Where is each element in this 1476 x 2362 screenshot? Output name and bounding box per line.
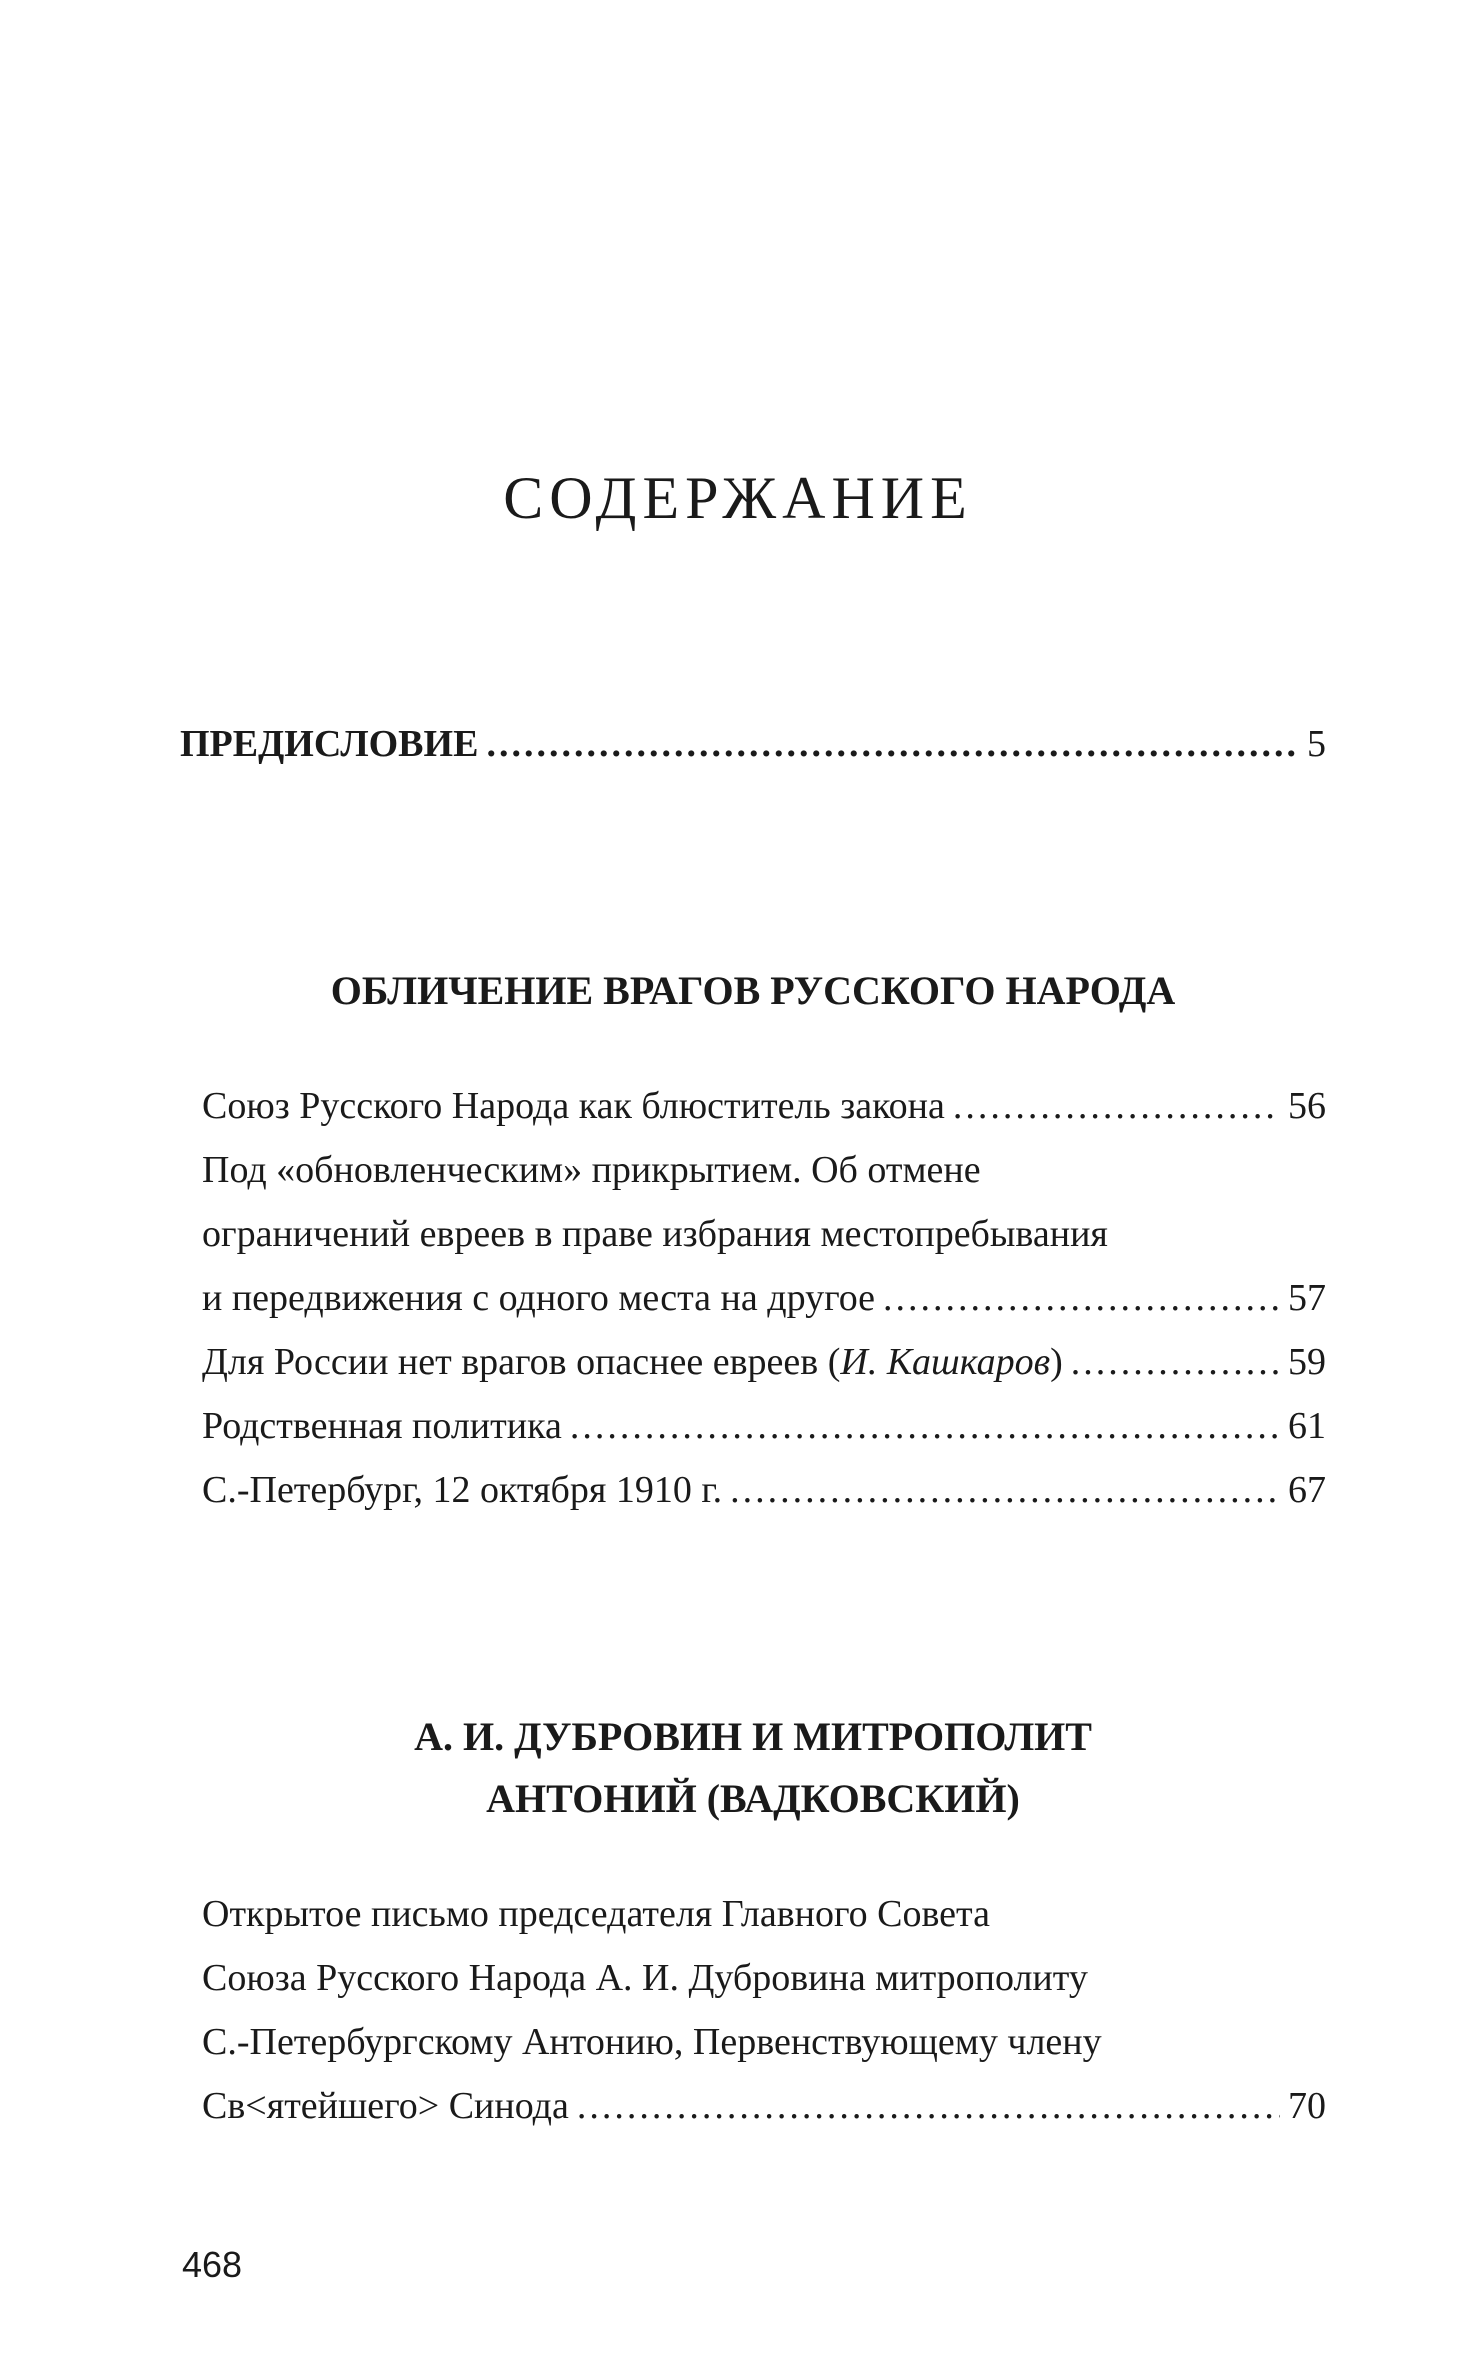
section-heading-line: АНТОНИЙ (ВАДКОВСКИЙ)	[486, 1776, 1020, 1821]
section1-entries	[202, 1074, 1326, 1522]
toc-entry-page: 57	[1288, 1277, 1326, 1319]
section-heading: ОБЛИЧЕНИЕ ВРАГОВ РУССКОГО НАРОДА	[330, 968, 1176, 1013]
toc-line	[202, 1138, 1326, 1202]
section-heading	[180, 1706, 1326, 1830]
toc-entry-title: С.-Петербургскому Антонию, Первенствующему члену	[202, 2021, 1102, 2063]
page-number: 468	[182, 2244, 243, 2285]
toc-line	[202, 1330, 1326, 1394]
toc-entry-text: Для России нет врагов опаснее евреев (	[202, 1341, 841, 1383]
toc-entry-title: Союза Русского Народа А. И. Дубровина митрополиту	[202, 1957, 1088, 1999]
page-title: СОДЕРЖАНИЕ	[503, 465, 973, 531]
toc-line	[202, 2010, 1326, 2074]
toc-line	[202, 1202, 1326, 1266]
dot-leader	[1071, 1330, 1280, 1394]
toc-line	[202, 1882, 1326, 1946]
dot-leader	[577, 2074, 1280, 2138]
toc-entry-author: И. Кашкаров	[840, 1341, 1051, 1383]
toc-entry-title: Под «обновленческим» прикрытием. Об отмене	[202, 1149, 981, 1191]
dot-leader	[486, 712, 1299, 776]
preface-entry	[180, 712, 1326, 776]
toc-entry-title: С.-Петербург, 12 октября 1910 г.	[202, 1469, 723, 1511]
toc-entry-title: Открытое письмо председателя Главного Совета	[202, 1893, 990, 1935]
toc-entry-text-after: )	[1050, 1341, 1063, 1383]
section-heading-line: А. И. ДУБРОВИН И МИТРОПОЛИТ	[414, 1714, 1092, 1759]
toc-entry-title	[202, 1330, 1063, 1394]
toc-entry-page: 67	[1288, 1469, 1326, 1511]
toc-entry-title: и передвижения с одного места на другое	[202, 1277, 876, 1319]
toc-line	[202, 1074, 1326, 1138]
dot-leader	[953, 1074, 1280, 1138]
toc-entry-title: Союз Русского Народа как блюститель закона	[202, 1085, 945, 1127]
toc-entry-page: 56	[1288, 1085, 1326, 1127]
toc-entry-page: 61	[1288, 1405, 1326, 1447]
toc-line	[202, 1946, 1326, 2010]
section2-entries	[202, 1882, 1326, 2138]
toc-line	[202, 1266, 1326, 1330]
toc-line	[202, 1458, 1326, 1522]
toc-entry-page: 5	[1307, 723, 1326, 765]
toc-entry-page: 59	[1288, 1341, 1326, 1383]
toc-entry-title: ПРЕДИСЛОВИЕ	[180, 723, 479, 765]
toc-line	[180, 712, 1326, 776]
toc-entry-title: Родственная политика	[202, 1405, 562, 1447]
toc-line	[202, 1394, 1326, 1458]
dot-leader	[883, 1266, 1280, 1330]
dot-leader	[570, 1394, 1280, 1458]
toc-entry-title: Св<ятейшего> Синода	[202, 2085, 569, 2127]
toc-entry-page: 70	[1288, 2085, 1326, 2127]
toc-line	[202, 2074, 1326, 2138]
toc-entry-title: ограничений евреев в праве избрания местопребывания	[202, 1213, 1108, 1255]
dot-leader	[730, 1458, 1280, 1522]
